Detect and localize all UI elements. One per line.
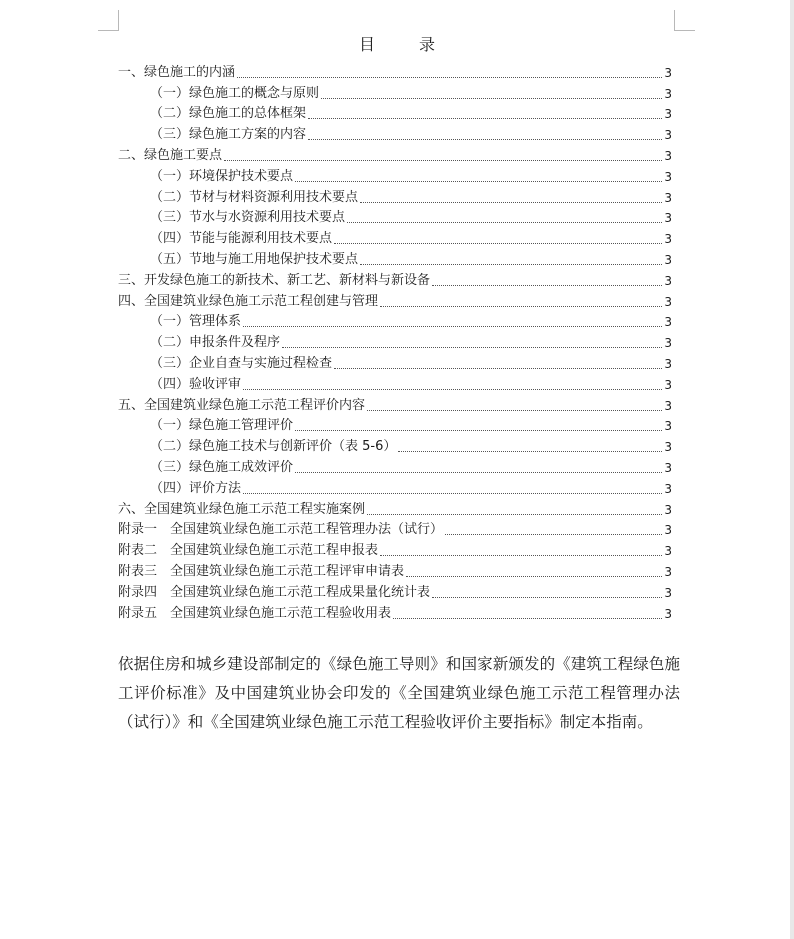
toc-entry[interactable] xyxy=(118,518,672,539)
toc-entry-text: 二、绿色施工要点 xyxy=(118,147,223,163)
toc-entry[interactable] xyxy=(118,455,672,476)
toc-page-number: 3 xyxy=(664,356,672,371)
toc-entry[interactable] xyxy=(118,330,672,351)
toc-entry-text: （一）绿色施工管理评价 xyxy=(150,418,294,434)
toc-dot-leader xyxy=(295,430,662,431)
toc-page-number: 3 xyxy=(664,544,672,559)
toc-page-number: 3 xyxy=(664,148,672,163)
toc-entry[interactable] xyxy=(118,185,672,206)
toc-dot-leader xyxy=(393,618,662,619)
toc-dot-leader xyxy=(282,347,662,348)
toc-dot-leader xyxy=(398,451,662,452)
toc-dot-leader xyxy=(432,285,662,286)
toc-page-number: 3 xyxy=(664,294,672,309)
toc-entry-text: （四）评价方法 xyxy=(150,480,242,496)
toc-entry[interactable] xyxy=(118,122,672,143)
toc-entry[interactable] xyxy=(118,164,672,185)
toc-entry-text: 附录一 全国建筑业绿色施工示范工程管理办法（试行） xyxy=(118,522,444,538)
toc-entry-text: （四）节能与能源利用技术要点 xyxy=(150,231,333,247)
toc-page-number: 3 xyxy=(664,190,672,205)
toc-entry-text: 附表二 全国建筑业绿色施工示范工程申报表 xyxy=(118,543,379,559)
toc-entry-text: （一）管理体系 xyxy=(150,314,242,330)
toc-page-number: 3 xyxy=(664,252,672,267)
toc-entry[interactable] xyxy=(118,102,672,123)
toc-page-number: 3 xyxy=(664,273,672,288)
toc-entry[interactable] xyxy=(118,289,672,310)
crop-mark-top-left xyxy=(98,10,119,31)
toc-entry[interactable] xyxy=(118,601,672,622)
toc-entry-text: （三）绿色施工成效评价 xyxy=(150,459,294,475)
toc-entry-text: 附录五 全国建筑业绿色施工示范工程验收用表 xyxy=(118,605,392,621)
toc-entry[interactable] xyxy=(118,414,672,435)
toc-entry[interactable] xyxy=(118,580,672,601)
toc-entry[interactable] xyxy=(118,247,672,268)
toc-entry[interactable] xyxy=(118,268,672,289)
toc-dot-leader xyxy=(308,139,662,140)
toc-page-number: 3 xyxy=(664,107,672,122)
toc-entry[interactable] xyxy=(118,497,672,518)
toc-page-number: 3 xyxy=(664,398,672,413)
table-of-contents xyxy=(118,60,672,622)
toc-entry[interactable] xyxy=(118,351,672,372)
toc-page-number: 3 xyxy=(664,65,672,80)
intro-paragraph: 依据住房和城乡建设部制定的《绿色施工导则》和国家新颁发的《建筑工程绿色施工评价标准》及中国建筑业协会印发的《全国建筑业绿色施工示范工程管理办法（试行）》和《全国建筑业绿色施工示范工程验收评价主要指标》制定本指南。 xyxy=(118,655,680,731)
toc-page-number: 3 xyxy=(664,232,672,247)
toc-entry-text: （三）节水与水资源利用技术要点 xyxy=(150,210,346,226)
toc-dot-leader xyxy=(243,389,662,390)
toc-entry-text: （二）申报条件及程序 xyxy=(150,335,281,351)
toc-entry[interactable] xyxy=(118,372,672,393)
toc-entry-text: （五）节地与施工用地保护技术要点 xyxy=(150,251,359,267)
toc-page-number: 3 xyxy=(664,86,672,101)
toc-entry-text: （一）绿色施工的概念与原则 xyxy=(150,85,320,101)
toc-page-number: 3 xyxy=(664,440,672,455)
toc-dot-leader xyxy=(445,534,662,535)
toc-entry[interactable] xyxy=(118,434,672,455)
toc-page-number: 3 xyxy=(664,585,672,600)
toc-dot-leader xyxy=(380,306,662,307)
toc-page-number: 3 xyxy=(664,564,672,579)
toc-entry[interactable] xyxy=(118,538,672,559)
toc-page-number: 3 xyxy=(664,169,672,184)
toc-dot-leader xyxy=(360,264,662,265)
toc-dot-leader xyxy=(295,181,662,182)
toc-dot-leader xyxy=(243,326,662,327)
toc-dot-leader xyxy=(308,118,662,119)
toc-entry-text: （二）绿色施工技术与创新评价（表 5-6） xyxy=(150,439,397,455)
toc-page-number: 3 xyxy=(664,211,672,226)
toc-dot-leader xyxy=(243,493,662,494)
toc-page-number: 3 xyxy=(664,502,672,517)
toc-dot-leader xyxy=(406,576,662,577)
toc-dot-leader xyxy=(360,202,662,203)
toc-entry[interactable] xyxy=(118,393,672,414)
toc-dot-leader xyxy=(224,160,662,161)
toc-entry-text: （四）验收评审 xyxy=(150,376,242,392)
toc-entry[interactable] xyxy=(118,60,672,81)
toc-dot-leader xyxy=(321,98,662,99)
toc-title: 目 录 xyxy=(358,35,449,54)
toc-page-number: 3 xyxy=(664,315,672,330)
toc-entry-text: （一）环境保护技术要点 xyxy=(150,168,294,184)
toc-dot-leader xyxy=(347,222,662,223)
toc-page-number: 3 xyxy=(664,481,672,496)
toc-entry-text: 六、全国建筑业绿色施工示范工程实施案例 xyxy=(118,501,366,517)
toc-entry-text: （二）节材与材料资源利用技术要点 xyxy=(150,189,359,205)
toc-entry-text: 五、全国建筑业绿色施工示范工程评价内容 xyxy=(118,397,366,413)
toc-dot-leader xyxy=(380,555,662,556)
toc-entry[interactable] xyxy=(118,143,672,164)
toc-entry-text: （二）绿色施工的总体框架 xyxy=(150,106,307,122)
toc-entry-text: 附录四 全国建筑业绿色施工示范工程成果量化统计表 xyxy=(118,584,431,600)
toc-entry-text: 四、全国建筑业绿色施工示范工程创建与管理 xyxy=(118,293,379,309)
toc-dot-leader xyxy=(237,77,662,78)
toc-dot-leader xyxy=(432,597,662,598)
crop-mark-top-right xyxy=(674,10,695,31)
toc-dot-leader xyxy=(334,368,662,369)
toc-entry[interactable] xyxy=(118,206,672,227)
toc-page-number: 3 xyxy=(664,606,672,621)
toc-page-number: 3 xyxy=(664,419,672,434)
toc-entry-text: （三）绿色施工方案的内容 xyxy=(150,127,307,143)
toc-page-number: 3 xyxy=(664,377,672,392)
toc-page-number: 3 xyxy=(664,523,672,538)
toc-entry[interactable] xyxy=(118,81,672,102)
toc-entry[interactable] xyxy=(118,226,672,247)
toc-entry-text: 附表三 全国建筑业绿色施工示范工程评审申请表 xyxy=(118,563,405,579)
toc-dot-leader xyxy=(367,514,662,515)
toc-dot-leader xyxy=(295,472,662,473)
toc-page-number: 3 xyxy=(664,128,672,143)
toc-dot-leader xyxy=(367,410,662,411)
toc-entry[interactable] xyxy=(118,310,672,331)
toc-entry-text: 一、绿色施工的内涵 xyxy=(118,64,236,80)
toc-dot-leader xyxy=(334,243,662,244)
toc-page-number: 3 xyxy=(664,460,672,475)
toc-entry[interactable] xyxy=(118,559,672,580)
page-edge xyxy=(790,0,794,939)
toc-page-number: 3 xyxy=(664,336,672,351)
toc-entry-text: 三、开发绿色施工的新技术、新工艺、新材料与新设备 xyxy=(118,272,431,288)
toc-entry[interactable] xyxy=(118,476,672,497)
toc-entry-text: （三）企业自查与实施过程检查 xyxy=(150,355,333,371)
